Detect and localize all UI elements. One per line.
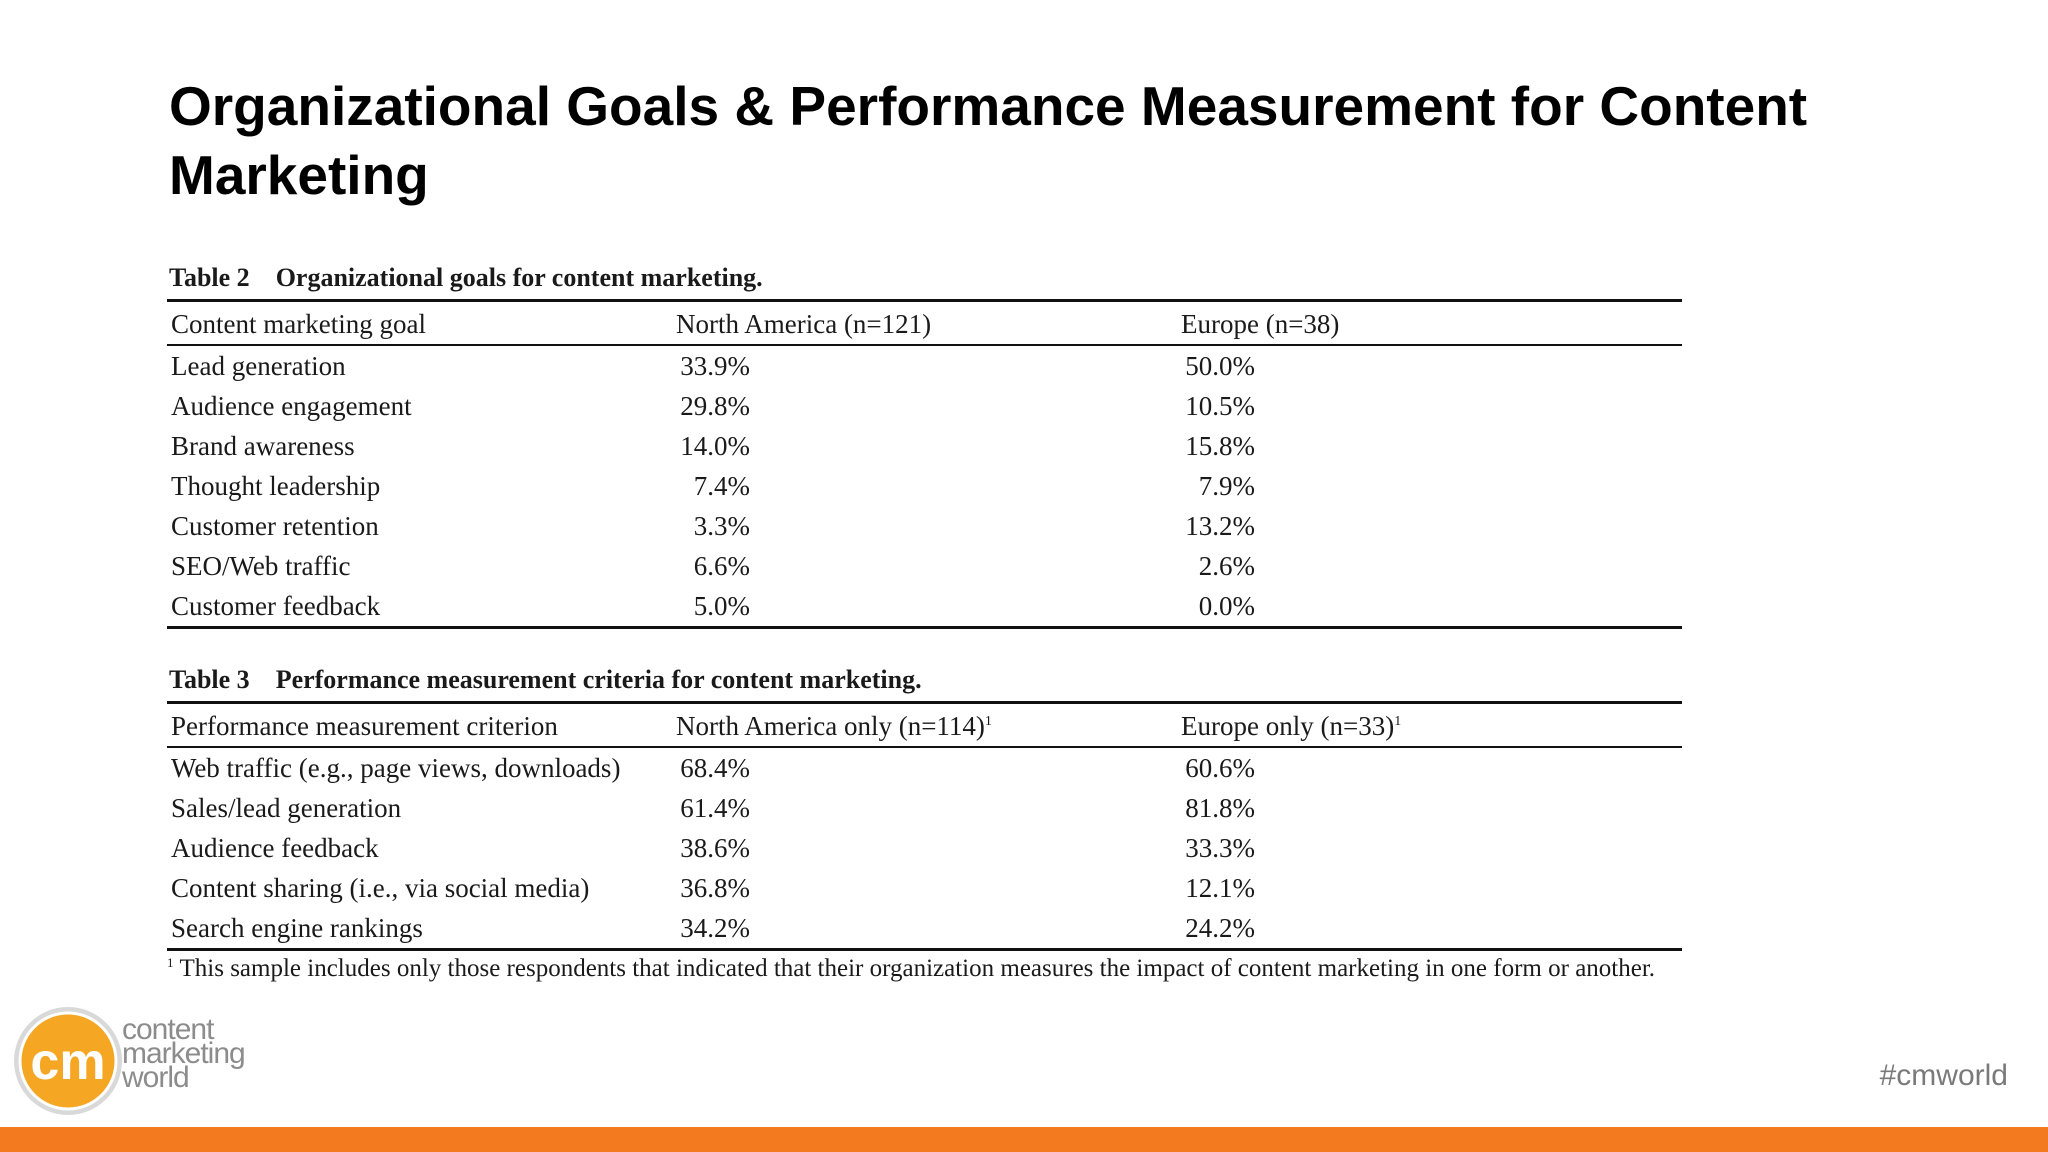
- na-cell: 5.0%: [693, 591, 750, 621]
- eu-cell: 60.6%: [1185, 753, 1255, 783]
- table-row: [167, 788, 1682, 828]
- na-cell: 33.9%: [680, 351, 750, 381]
- table-2-caption-text: Organizational goals for content marketing.: [275, 263, 763, 292]
- na-cell: 14.0%: [680, 431, 750, 461]
- table-row: [167, 586, 1682, 628]
- table-2: [167, 261, 1682, 629]
- eu-cell: 0.0%: [1198, 591, 1255, 621]
- na-cell: 3.3%: [693, 511, 750, 541]
- table-row: [167, 868, 1682, 908]
- goal-cell: Lead generation: [171, 351, 346, 381]
- na-cell: 68.4%: [680, 753, 750, 783]
- table-row: [167, 908, 1682, 950]
- na-cell: 29.8%: [680, 391, 750, 421]
- criterion-cell: Sales/lead generation: [171, 793, 402, 823]
- table-2-caption: [169, 261, 1682, 295]
- criterion-cell: Audience feedback: [171, 833, 379, 863]
- logo-mark-text: cm: [30, 1033, 106, 1091]
- cmw-logo: [12, 1004, 272, 1122]
- na-cell: 34.2%: [680, 913, 750, 943]
- table-2-number: Table 2: [169, 263, 250, 292]
- column-header: North America (n=121): [676, 309, 932, 339]
- table-row: [167, 345, 1682, 386]
- column-header: Performance measurement criterion: [171, 711, 558, 741]
- table-header-row: [167, 301, 1682, 346]
- goal-cell: Customer feedback: [171, 591, 381, 621]
- hashtag: #cmworld: [1879, 1059, 2008, 1092]
- criteria-table: [167, 701, 1682, 951]
- goal-cell: SEO/Web traffic: [171, 551, 351, 581]
- table-header-row: [167, 703, 1682, 748]
- table-3-number: Table 3: [169, 665, 250, 694]
- logo-wordmark: [122, 1013, 245, 1094]
- logo-line: marketing: [122, 1037, 245, 1070]
- table-row: [167, 747, 1682, 788]
- table-row: [167, 386, 1682, 426]
- criterion-cell: Web traffic (e.g., page views, downloads): [171, 753, 621, 783]
- table-row: [167, 426, 1682, 466]
- table-3-caption: [169, 663, 1682, 697]
- column-header: Europe only (n=33)$^1$: [1181, 711, 1402, 741]
- na-cell: 6.6%: [693, 551, 750, 581]
- table-footnote: [167, 953, 1687, 984]
- na-cell: 61.4%: [680, 793, 750, 823]
- eu-cell: 7.9%: [1198, 471, 1255, 501]
- eu-cell: 24.2%: [1185, 913, 1255, 943]
- na-cell: 7.4%: [693, 471, 750, 501]
- table-3-caption-text: Performance measurement criteria for content marketing.: [275, 665, 922, 694]
- slide-title: Organizational Goals & Performance Measurement for Content Marketing: [169, 75, 1808, 206]
- criterion-cell: Content sharing (i.e., via social media): [171, 873, 590, 903]
- footnote-text: This sample includes only those respondents that indicated that their organization measures the impact of content marketing in one form or another.: [179, 955, 1656, 982]
- na-cell: 36.8%: [680, 873, 750, 903]
- goal-cell: Audience engagement: [171, 391, 412, 421]
- goal-cell: Thought leadership: [171, 471, 381, 501]
- bottom-accent-bar: [0, 1127, 2048, 1152]
- goal-cell: Customer retention: [171, 511, 379, 541]
- table-3: [167, 663, 1682, 951]
- logo-line: world: [122, 1061, 189, 1094]
- footnote-mark: 1: [1394, 714, 1402, 729]
- logo-line: content: [122, 1013, 214, 1046]
- cmw-logo-icon: [12, 1004, 122, 1122]
- eu-cell: 2.6%: [1198, 551, 1255, 581]
- table-row: [167, 466, 1682, 506]
- eu-cell: 12.1%: [1185, 873, 1255, 903]
- table-row: [167, 506, 1682, 546]
- column-header: North America only (n=114)$^1$: [676, 711, 992, 741]
- na-cell: 38.6%: [680, 833, 750, 863]
- eu-cell: 10.5%: [1185, 391, 1255, 421]
- column-header: Content marketing goal: [171, 309, 426, 339]
- eu-cell: 13.2%: [1185, 511, 1255, 541]
- eu-cell: 15.8%: [1185, 431, 1255, 461]
- eu-cell: 81.8%: [1185, 793, 1255, 823]
- criterion-cell: Search engine rankings: [171, 913, 423, 943]
- footnote-mark: 1: [984, 714, 992, 729]
- goal-cell: Brand awareness: [171, 431, 355, 461]
- eu-cell: 33.3%: [1185, 833, 1255, 863]
- table-row: [167, 828, 1682, 868]
- goals-table: [167, 299, 1682, 629]
- column-header: Europe (n=38): [1181, 309, 1340, 339]
- footnote-mark: 1: [167, 954, 174, 970]
- eu-cell: 50.0%: [1185, 351, 1255, 381]
- table-row: [167, 546, 1682, 586]
